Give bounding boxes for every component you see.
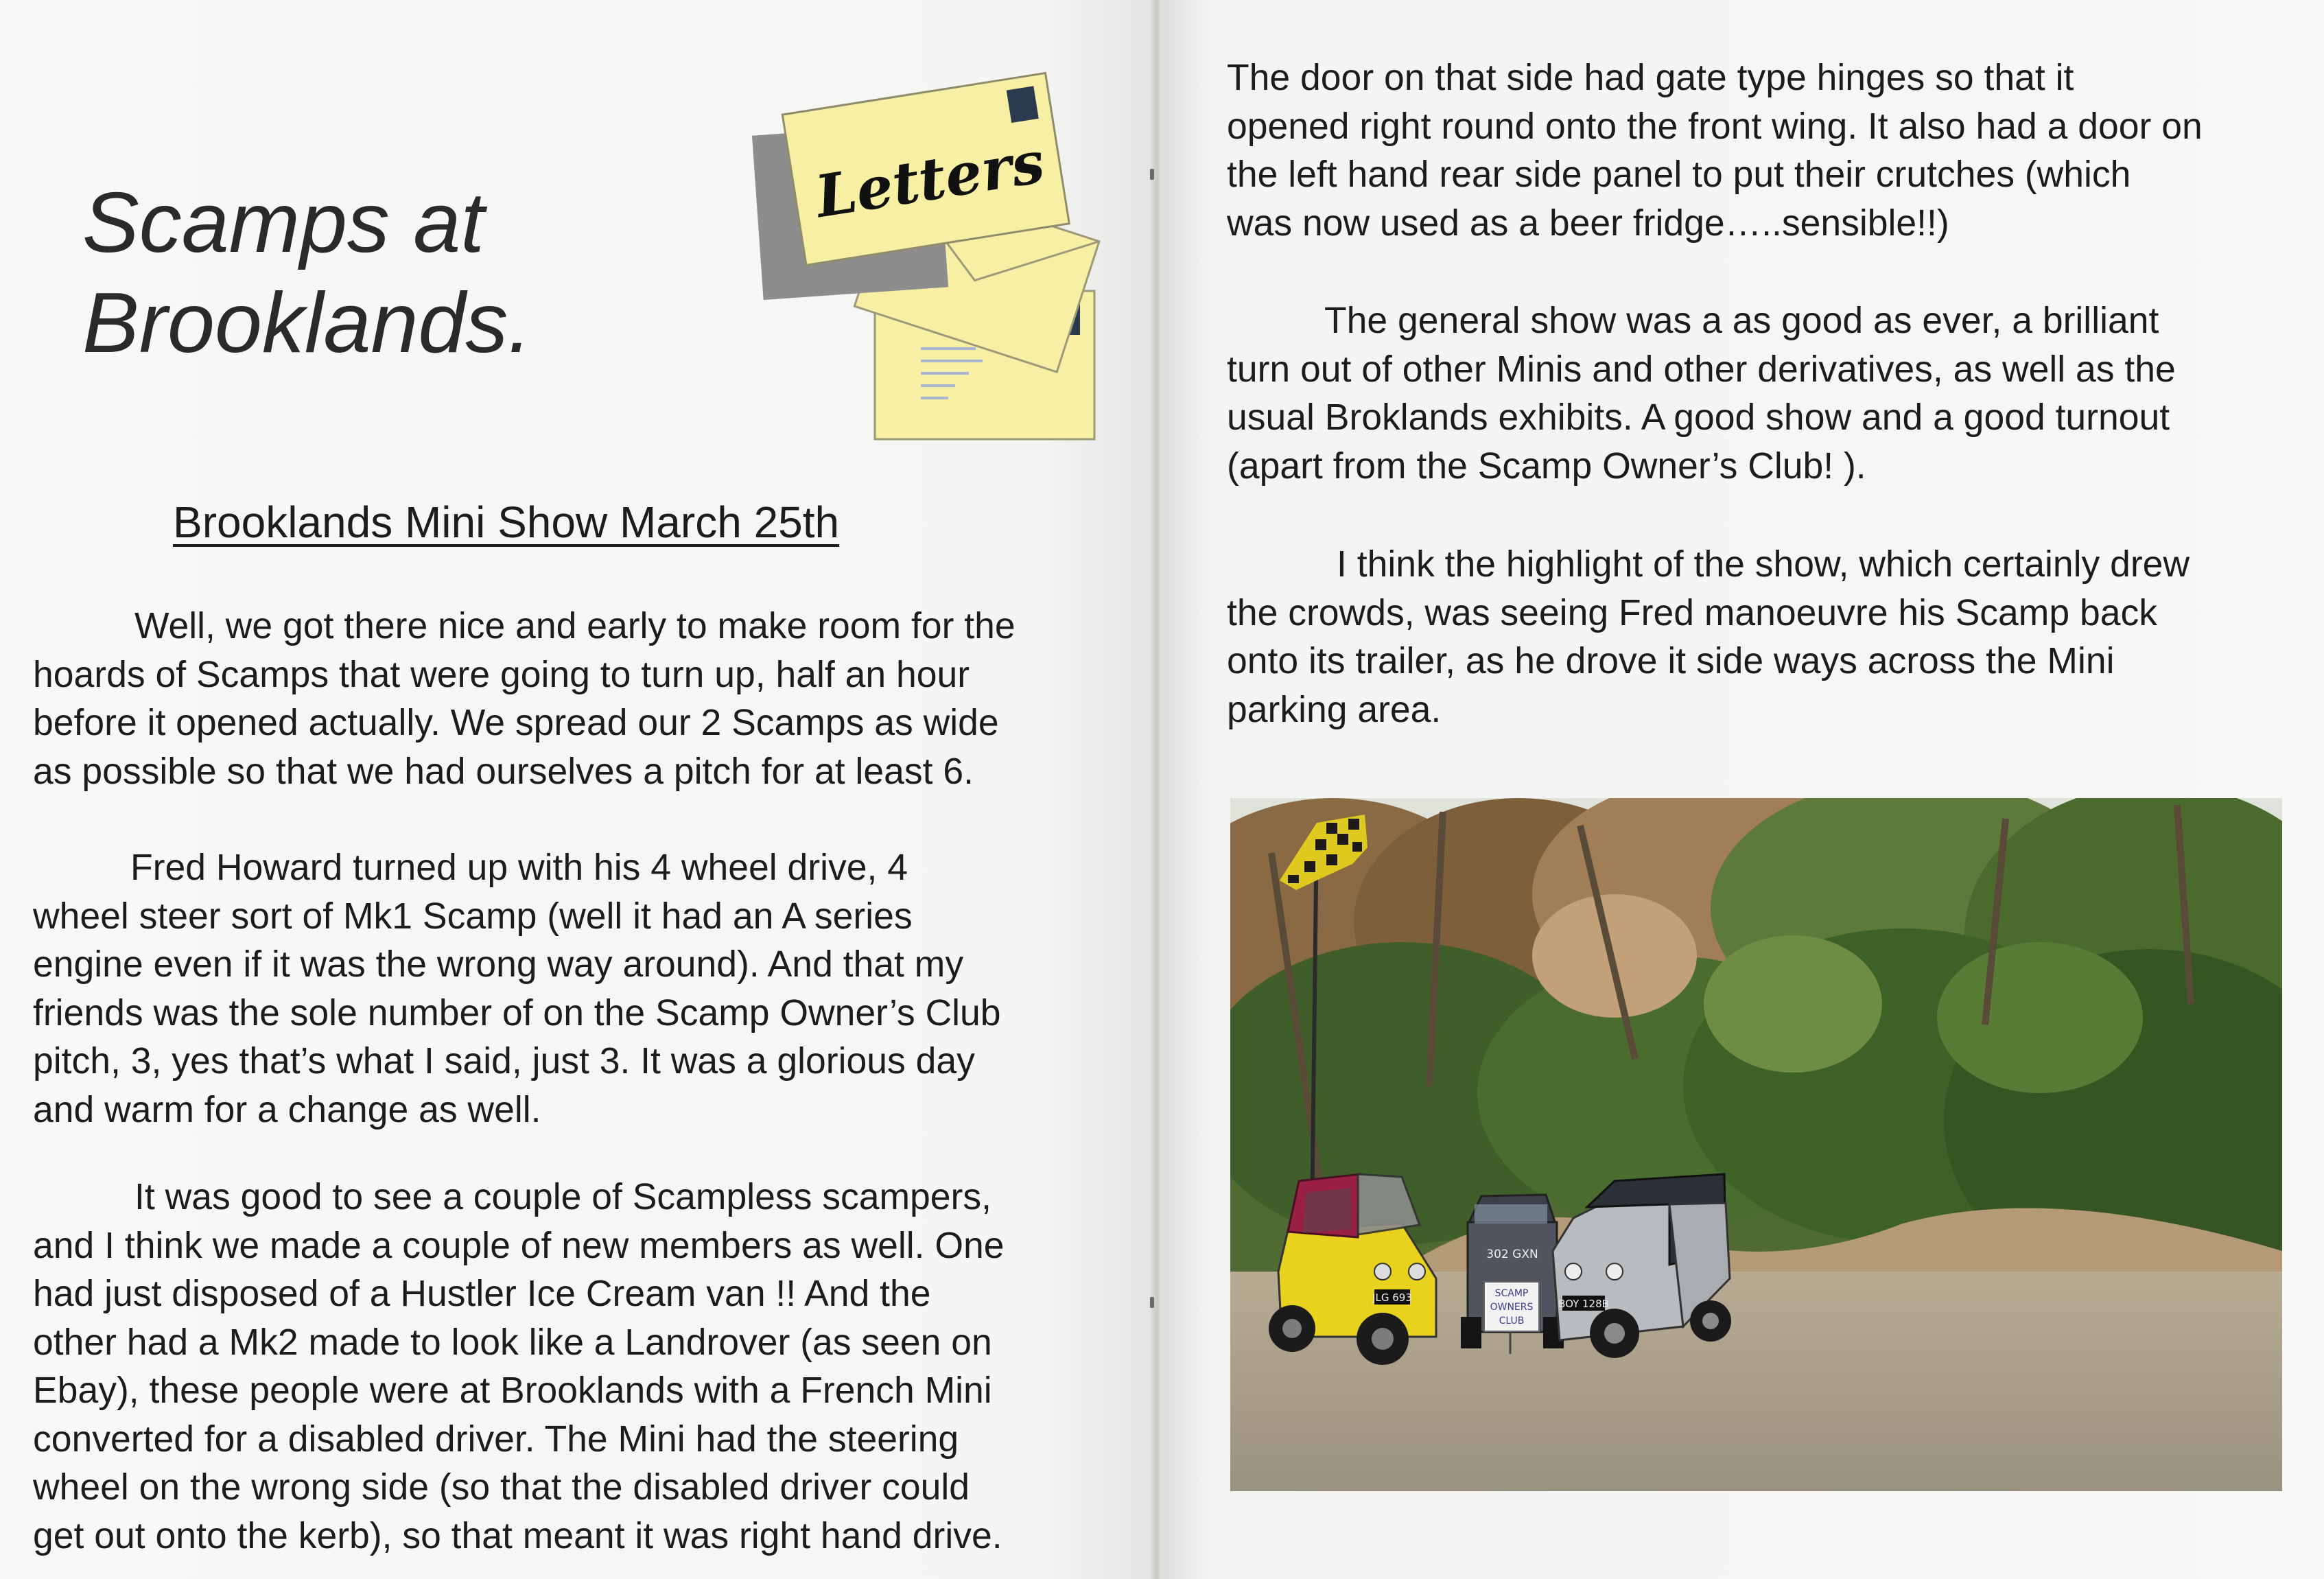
text-line: wheel on the wrong side (so that the disabled driver could bbox=[33, 1467, 970, 1508]
grey-scamp bbox=[1461, 1195, 1564, 1354]
yellow-scamp bbox=[1269, 1174, 1436, 1365]
text-line: onto its trailer, as he drove it side ways across the Mini bbox=[1227, 641, 2115, 681]
text-line: before it opened actually. We spread our 2 Scamps as wide bbox=[33, 703, 999, 743]
text-line: Fred Howard turned up with his 4 wheel drive, 4 bbox=[130, 847, 908, 888]
text-line: turn out of other Minis and other derivatives, as well as the bbox=[1227, 349, 2176, 390]
text-line: and warm for a change as well. bbox=[33, 1089, 541, 1130]
article-title bbox=[82, 173, 532, 373]
stamp-icon bbox=[1007, 86, 1039, 123]
title-line-1: Scamps at bbox=[82, 176, 484, 270]
text-line: get out onto the kerb), so that meant it was right hand drive. bbox=[33, 1515, 1002, 1556]
scamps-photo bbox=[1230, 798, 2282, 1491]
text-line: It was good to see a couple of Scampless scampers, bbox=[134, 1177, 991, 1217]
text-line: other had a Mk2 made to look like a Landrover (as seen on bbox=[33, 1322, 992, 1363]
text-line: (apart from the Scamp Owner’s Club! ). bbox=[1227, 445, 1866, 487]
staple bbox=[1150, 1297, 1154, 1308]
text-line: was now used as a beer fridge…..sensible!!) bbox=[1227, 202, 1949, 244]
number-plate-text: 302 GXN bbox=[1486, 1248, 1538, 1261]
text-line: usual Broklands exhibits. A good show and a good turnout bbox=[1227, 397, 2170, 438]
paragraph-3 bbox=[33, 1173, 1005, 1560]
paragraph-1 bbox=[33, 603, 1016, 796]
text-line: and I think we made a couple of new members as well. One bbox=[33, 1225, 1005, 1266]
text-line: converted for a disabled driver. The Mini had the steering bbox=[33, 1418, 959, 1460]
title-line-2: Brooklands. bbox=[82, 276, 532, 371]
sign-line: CLUB bbox=[1499, 1315, 1525, 1326]
left-page bbox=[0, 0, 1154, 1579]
text-line: the left hand rear side panel to put their crutches (which bbox=[1227, 154, 2131, 195]
text-line: pitch, 3, yes that’s what I said, just 3. It was a glorious day bbox=[33, 1041, 975, 1081]
text-line: the crowds, was seeing Fred manoeuvre his Scamp back bbox=[1227, 592, 2157, 633]
sign-line: OWNERS bbox=[1490, 1302, 1534, 1313]
paragraph-4 bbox=[1227, 54, 2203, 248]
text-line: friends was the sole number of on the Scamp Owner’s Club bbox=[33, 992, 1001, 1033]
text-line: Ebay), these people were at Brooklands with a French Mini bbox=[33, 1370, 992, 1411]
number-plate-text: BOY 128B bbox=[1558, 1298, 1609, 1310]
text-line: engine even if it was the wrong way around). And that my bbox=[33, 944, 964, 985]
paragraph-5 bbox=[1227, 297, 2176, 491]
paragraph-6 bbox=[1227, 541, 2190, 734]
text-line: as possible so that we had ourselves a pitch for at least 6. bbox=[33, 751, 974, 792]
text-line: parking area. bbox=[1227, 689, 1442, 730]
staple bbox=[1150, 169, 1154, 180]
text-line: wheel steer sort of Mk1 Scamp (well it had an A series bbox=[33, 896, 913, 937]
paragraph-2 bbox=[33, 844, 1001, 1134]
text-line: had just disposed of a Hustler Ice Cream van !! And the bbox=[33, 1274, 931, 1314]
event-subheading: Brooklands Mini Show March 25th bbox=[173, 498, 840, 547]
text-line: The door on that side had gate type hinges so that it bbox=[1227, 58, 2074, 98]
text-line: I think the highlight of the show, which certainly drew bbox=[1337, 544, 2190, 585]
letters-envelopes-graphic bbox=[749, 47, 1106, 445]
text-line: Well, we got there nice and early to make room for the bbox=[134, 606, 1016, 646]
letters-badge-text: Letters bbox=[810, 128, 1049, 231]
text-line: opened right round onto the front wing. It also had a door on bbox=[1227, 106, 2203, 147]
text-line: hoards of Scamps that were going to turn up, half an hour bbox=[33, 654, 970, 695]
sign-line: SCAMP bbox=[1494, 1288, 1529, 1299]
number-plate-text: JLG 693 bbox=[1372, 1291, 1412, 1304]
text-line: The general show was a as good as ever, a brilliant bbox=[1324, 301, 2159, 341]
